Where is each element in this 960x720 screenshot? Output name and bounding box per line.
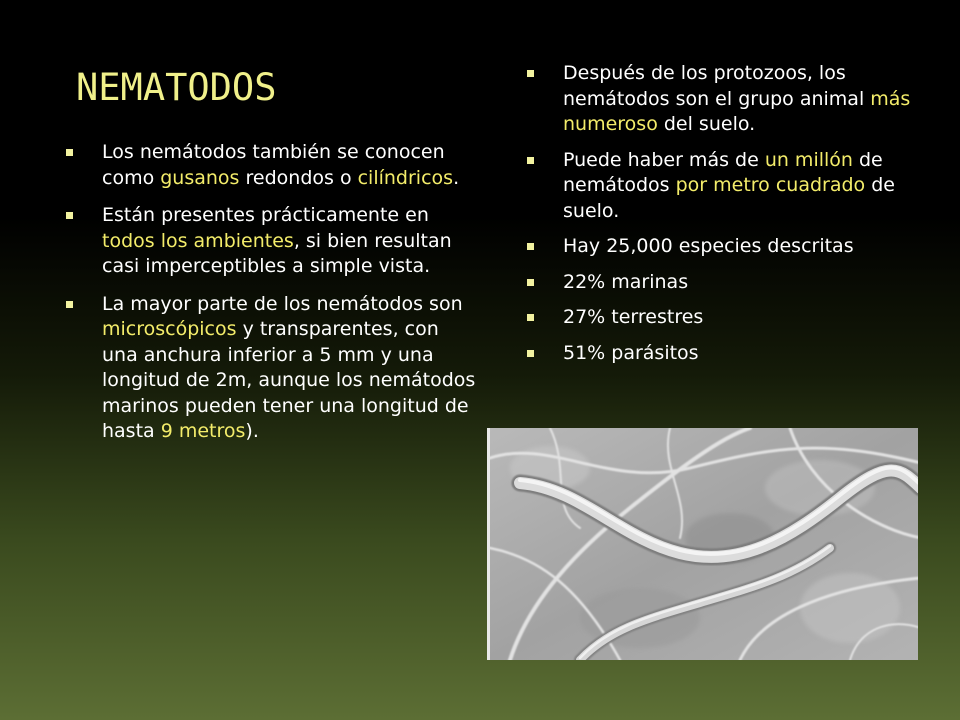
- square-bullet-icon: [527, 243, 534, 250]
- right-bullet-list: [527, 61, 952, 376]
- square-bullet-icon: [527, 314, 534, 321]
- bullet-text: Después de los protozoos, los nemátodos son el grupo animal: [563, 62, 871, 110]
- square-bullet-icon: [66, 149, 73, 156]
- bullet-text: Los nemátodos también se conocen como: [102, 141, 445, 189]
- bullet-item: [66, 292, 476, 445]
- bullet-text: 51% parásitos: [563, 341, 699, 364]
- bullet-text: redondos o: [239, 166, 358, 189]
- highlighted-text: más numeroso: [563, 87, 911, 135]
- square-bullet-icon: [527, 350, 534, 357]
- bullet-item: [527, 148, 952, 225]
- bullet-item: [527, 270, 952, 296]
- bullet-text: La mayor parte de los nemátodos son: [102, 292, 463, 315]
- highlighted-text: por metro cuadrado: [675, 174, 866, 196]
- nematode-micrograph-image: [487, 428, 918, 660]
- bullet-item: [527, 61, 952, 138]
- highlighted-text: todos los ambientes: [102, 229, 294, 252]
- highlighted-text: microscópicos: [102, 318, 237, 340]
- bullet-item: [527, 305, 952, 331]
- bullet-item: [66, 203, 476, 280]
- square-bullet-icon: [527, 279, 534, 286]
- square-bullet-icon: [527, 70, 534, 77]
- square-bullet-icon: [66, 212, 73, 219]
- bullet-item: [66, 140, 476, 191]
- highlighted-text: 9 metros: [160, 420, 246, 442]
- bullet-text: , si bien resultan casi imperceptibles a simple vista.: [102, 229, 452, 277]
- bullet-text: 22% marinas: [563, 270, 689, 293]
- highlighted-text: cilíndricos: [357, 166, 454, 189]
- bullet-text: del suelo.: [657, 113, 756, 135]
- highlighted-text: un millón: [764, 148, 853, 171]
- bullet-item: [527, 341, 952, 367]
- bullet-text: y transparentes, con una anchura inferior a 5 mm y una longitud de 2m, aunque los nemátodos marinos pueden tener una longitud de hasta: [102, 318, 476, 442]
- bullet-text: 27% terrestres: [563, 306, 704, 328]
- bullet-text: de nemátodos: [563, 148, 883, 196]
- highlighted-text: gusanos: [160, 166, 240, 189]
- bullet-text: ).: [245, 420, 259, 442]
- square-bullet-icon: [527, 157, 534, 164]
- bullet-item: [527, 234, 952, 260]
- bullet-text: Hay 25,000 especies descritas: [563, 235, 854, 257]
- bullet-text: Puede haber más de: [563, 148, 765, 171]
- bullet-text: de suelo.: [563, 174, 895, 222]
- slide-title: NEMATODOS: [76, 66, 277, 109]
- bullet-text: .: [453, 166, 460, 189]
- bullet-text: Están presentes prácticamente en: [102, 204, 429, 226]
- left-bullet-list: [66, 140, 476, 457]
- square-bullet-icon: [66, 301, 73, 308]
